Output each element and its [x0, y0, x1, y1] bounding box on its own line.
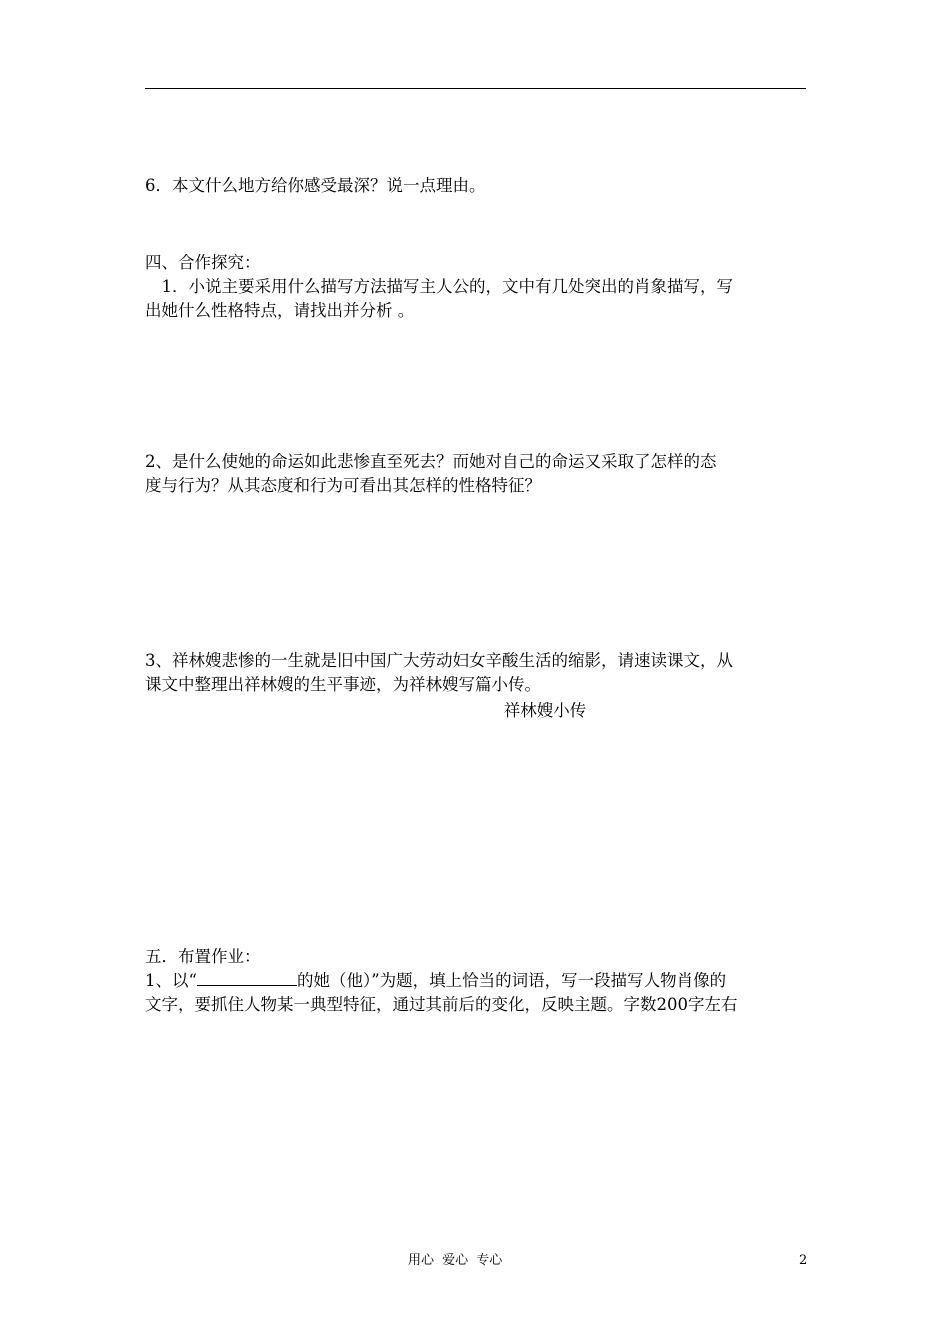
biography-title: 祥林嫂小传: [503, 701, 587, 720]
section-4-q3-line-1: 3、祥林嫂悲惨的一生就是旧中国广大劳动妇女辛酸生活的缩影，请速读课文，从: [145, 651, 733, 670]
page-number: 2: [799, 1253, 808, 1268]
section-4-q1-line-2: 出她什么性格特点，请找出并分析 。: [145, 301, 415, 320]
section-4-q3-line-2: 课文中整理出祥林嫂的生平事迹，为祥林嫂写篇小传。: [145, 675, 541, 694]
section-4-q2-line-2: 度与行为？从其态度和行为可看出其怎样的性格特征？: [145, 476, 541, 495]
homework-1-prefix: 1、以“: [145, 971, 197, 990]
question-6: 6．本文什么地方给你感受最深？说一点理由。: [145, 176, 486, 195]
homework-1-line-1: [145, 969, 825, 993]
homework-1-line-2: 文字，要抓住人物某一典型特征，通过其前后的变化，反映主题。字数200字左右: [145, 995, 738, 1014]
section-4-heading: 四、合作探究：: [145, 253, 261, 272]
header-rule: [145, 88, 806, 89]
section-4-q2-line-1: 2、是什么使她的命运如此悲惨直至死去？而她对自己的命运又采取了怎样的态: [145, 452, 717, 471]
homework-1-suffix: 的她（他）”为题，填上恰当的词语，写一段描写人物肖像的: [296, 971, 727, 990]
section-5-heading: 五．布置作业：: [145, 947, 261, 966]
footer-motto: 用心 爱心 专心: [408, 1253, 503, 1268]
section-4-q1-line-1: 1．小说主要采用什么描写方法描写主人公的，文中有几处突出的肖象描写，写: [145, 277, 733, 296]
fill-in-blank[interactable]: [197, 969, 297, 986]
